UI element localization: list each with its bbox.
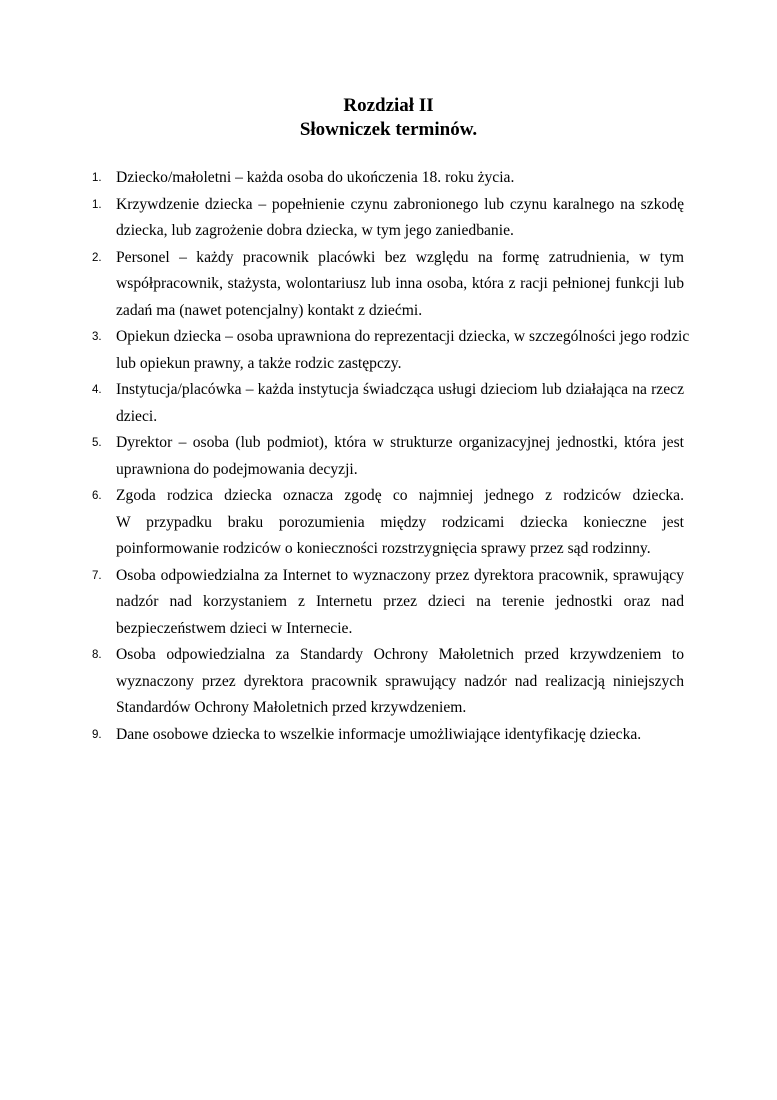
text-line: Osoba odpowiedzialna za Standardy Ochrony Małoletnich przed krzywdzeniem to (116, 646, 684, 663)
text-line: lub opiekun prawny, a także rodzic zastępczy. (116, 354, 402, 372)
text-line: wyznaczony przez dyrektora pracownik sprawujący nadzór nad realizacją niniejszych (116, 672, 684, 690)
list-item-number: 1. (92, 198, 102, 211)
list-item-number: 9. (92, 728, 102, 741)
list-item-text (116, 165, 684, 192)
list-item-number: 5. (92, 437, 102, 449)
list-item (92, 377, 684, 430)
text-line: Opiekun dziecka – osoba uprawniona do reprezentacji dziecka, w szczególności jego rodzic (116, 328, 690, 345)
document-heading (0, 94, 777, 142)
term-list (92, 165, 690, 748)
text-line: Dyrektor – osoba (lub podmiot), która w strukturze organizacyjnej jednostki, która jest (116, 434, 684, 451)
text-line: zadań ma (nawet potencjalny) kontakt z dziećmi. (116, 301, 423, 319)
list-item-text (116, 722, 684, 749)
list-item (92, 642, 684, 722)
text-line: dzieci. (116, 407, 158, 425)
text-line: Standardów Ochrony Małoletnich przed krzywdzeniem. (116, 699, 467, 716)
list-item (92, 563, 684, 643)
list-item-number: 3. (92, 331, 102, 343)
list-item-text (116, 245, 684, 325)
text-line: Krzywdzenie dziecka – popełnienie czynu zabronionego lub czynu karalnego na szkodę (116, 195, 684, 213)
list-item (92, 192, 684, 245)
list-item (92, 165, 684, 192)
list-item-text (116, 642, 684, 722)
list-item-text (116, 324, 690, 377)
text-line: bezpieczeństwem dzieci w Internecie. (116, 619, 353, 637)
section-title: Słowniczek terminów. (299, 119, 478, 140)
text-line: Personel – każdy pracownik placówki bez względu na formę zatrudnienia, w tym (116, 248, 684, 266)
list-item-text (116, 377, 684, 430)
list-item-text (116, 430, 684, 483)
list-item-text (116, 192, 684, 245)
text-line: Zgoda rodzica dziecka oznacza zgodę co najmniej jednego z rodziców dziecka. (116, 487, 684, 504)
list-item (92, 430, 684, 483)
list-item-number: 8. (92, 649, 102, 661)
list-item-number: 2. (92, 251, 102, 264)
text-line: poinformowanie rodziców o konieczności rozstrzygnięcia sprawy przez sąd rodzinny. (116, 540, 651, 557)
text-line: Osoba odpowiedzialna za Internet to wyznaczony przez dyrektora pracownik, sprawujący (116, 566, 684, 584)
list-item-text (116, 483, 684, 563)
chapter-heading: Rozdział II (343, 95, 434, 116)
list-item-number: 7. (92, 569, 102, 582)
list-item-text (116, 563, 684, 643)
text-line: współpracownik, stażysta, wolontariusz lub inna osoba, która z racji pełnionej funkcji lub (116, 275, 684, 292)
text-line: Dane osobowe dziecka to wszelkie informacje umożliwiające identyfikację dziecka. (116, 725, 642, 743)
list-item (92, 245, 684, 325)
list-item-number: 4. (92, 384, 102, 396)
list-item (92, 324, 690, 377)
list-item-number: 6. (92, 490, 102, 502)
list-item (92, 483, 684, 563)
list-item (92, 722, 684, 749)
text-line: W przypadku braku porozumienia między rodzicami dziecka konieczne jest (116, 513, 684, 531)
text-line: dziecka, lub zagrożenie dobra dziecka, w tym jego zaniedbanie. (116, 222, 514, 239)
list-item-number: 1. (92, 172, 102, 184)
text-line: Dziecko/małoletni – każda osoba do ukończenia 18. roku życia. (116, 169, 515, 186)
text-line: nadzór nad korzystaniem z Internetu przez dzieci na terenie jednostki oraz nad (116, 593, 684, 610)
text-line: uprawniona do podejmowania decyzji. (116, 460, 358, 478)
text-line: Instytucja/placówka – każda instytucja świadcząca usługi dzieciom lub działająca na rzecz (116, 381, 684, 398)
